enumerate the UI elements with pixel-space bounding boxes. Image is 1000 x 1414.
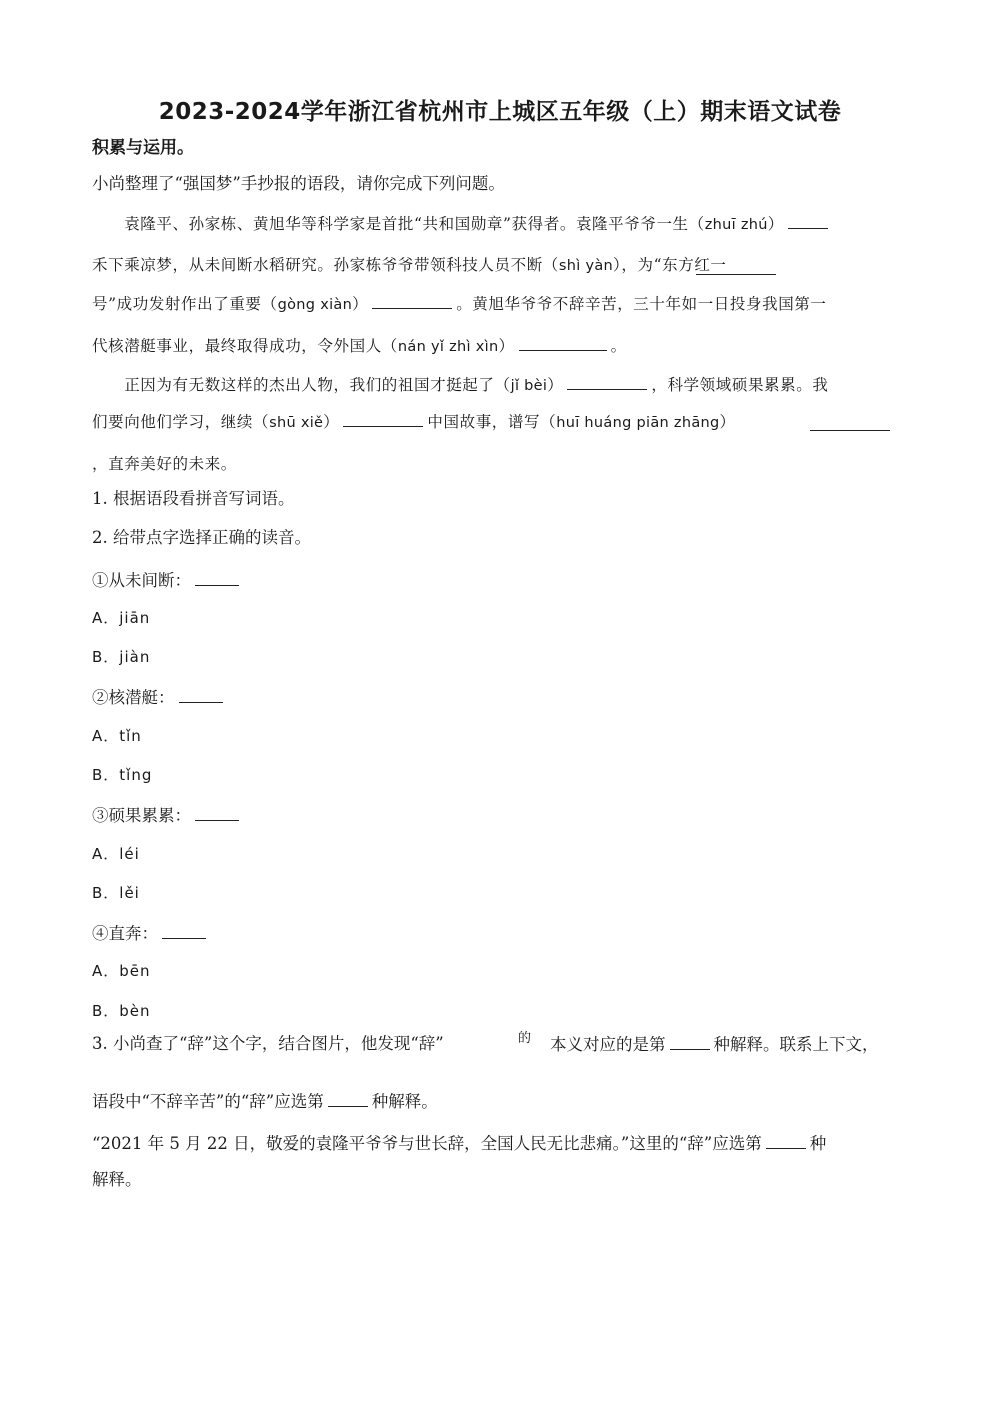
passage-line-5 [92,373,828,397]
passage-line-6 [92,410,736,434]
answer-blank[interactable] [810,414,890,431]
answer-blank[interactable] [372,292,452,309]
passage-text: 袁隆平、孙家栋、黄旭华等科学家是首批“共和国勋章”获得者。袁隆平爷爷一生（ [92,215,705,233]
answer-blank[interactable] [328,1090,368,1107]
pinyin-prompt: shì yàn [558,258,614,274]
item-1-option-b[interactable]: B．jiàn [92,648,151,666]
item-3-option-a[interactable]: A．léi [92,845,140,863]
passage-text: 中国故事，谱写（ [427,413,557,431]
passage-line-2 [92,254,727,277]
paren-close: ） [498,337,515,355]
answer-blank[interactable] [766,1132,806,1149]
item-3-label: ③硕果累累： [92,804,243,827]
pinyin-prompt: jǐ bèi [510,378,548,394]
paren-close: ） [323,413,340,431]
paren-close: ） [767,215,784,233]
answer-blank[interactable] [162,922,206,939]
passage-text: 禾下乘凉梦，从未间断水稻研究。孙家栋爷爷带领科技人员不断（ [92,256,559,274]
passage-text: 们要向他们学习，继续（ [92,413,270,431]
item-2-option-b[interactable]: B．tǐng [92,766,153,784]
question-3-line-4: 解释。 [92,1170,142,1189]
paren-close: ），为“东方红一 [613,256,727,274]
passage-text: 代核潜艇事业，最终取得成功，令外国人（ [92,337,398,355]
item-4-label: ④直奔： [92,922,210,945]
question-3-line-2: 语段中“不辞辛苦”的“辞”应选第 种解释。 [92,1092,438,1111]
item-1-label: ①从未间断： [92,569,243,592]
item-2-label: ②核潜艇： [92,686,227,709]
passage-text: 。黄旭华爷爷不辞辛苦，三十年如一日投身我国第一 [456,295,827,313]
pinyin-prompt: nán yǐ zhì xìn [397,339,499,355]
answer-blank[interactable] [567,373,647,390]
intro-text: 小尚整理了“强国梦”手抄报的语段，请你完成下列问题。 [92,174,505,193]
passage-text: 号”成功发射作出了重要（ [92,295,278,313]
passage-text: 。 [610,337,627,355]
answer-blank[interactable] [670,1033,710,1050]
item-2-option-a[interactable]: A．tǐn [92,727,142,745]
question-1: 1. 根据语段看拼音写词语。 [92,489,295,508]
item-4-option-a[interactable]: A．bēn [92,962,151,980]
item-4-option-b[interactable]: B．bèn [92,1002,151,1020]
passage-text: 正因为有无数这样的杰出人物，我们的祖国才挺起了（ [92,376,511,394]
answer-blank[interactable] [519,334,607,351]
paren-close: ） [352,295,369,313]
exam-title: 2023-2024学年浙江省杭州市上城区五年级（上）期末语文试卷 [158,99,842,125]
section-heading: 积累与运用。 [92,138,194,158]
pinyin-prompt: zhuī zhú [704,217,768,233]
passage-line-3 [92,292,827,316]
question-3-line-3: “2021 年 5 月 22 日，敬爱的袁隆平爷爷与世长辞，全国人民无比悲痛。”这里的“辞”应选第 种 [92,1134,827,1153]
pinyin-prompt: huī huáng piān zhāng [556,415,720,431]
paren-close: ） [547,376,564,394]
question-2: 2. 给带点字选择正确的读音。 [92,528,311,547]
passage-line-7: ，直奔美好的未来。 [92,455,237,473]
answer-blank[interactable] [195,804,239,821]
answer-blank[interactable] [343,410,423,427]
answer-blank[interactable] [195,569,239,586]
item-3-option-b[interactable]: B．lěi [92,884,140,902]
question-3-line-1: 3. 小尚查了“辞”这个字，结合图片，他发现“辞” [92,1034,444,1053]
question-3-line-1b: 本义对应的是第 种解释。联系上下文， [550,1035,879,1054]
answer-blank[interactable] [179,686,223,703]
item-1-option-a[interactable]: A．jiān [92,609,151,627]
passage-line-1 [92,212,832,236]
passage-line-4 [92,334,627,358]
pinyin-prompt: gòng xiàn [277,297,353,313]
answer-blank[interactable] [696,258,776,275]
pinyin-prompt: shū xiě [269,415,324,431]
answer-blank[interactable] [788,212,828,229]
passage-text: ，科学领域硕果累累。我 [651,376,829,394]
paren-close: ） [719,413,736,431]
question-3-small-text: 的 [518,1031,532,1046]
